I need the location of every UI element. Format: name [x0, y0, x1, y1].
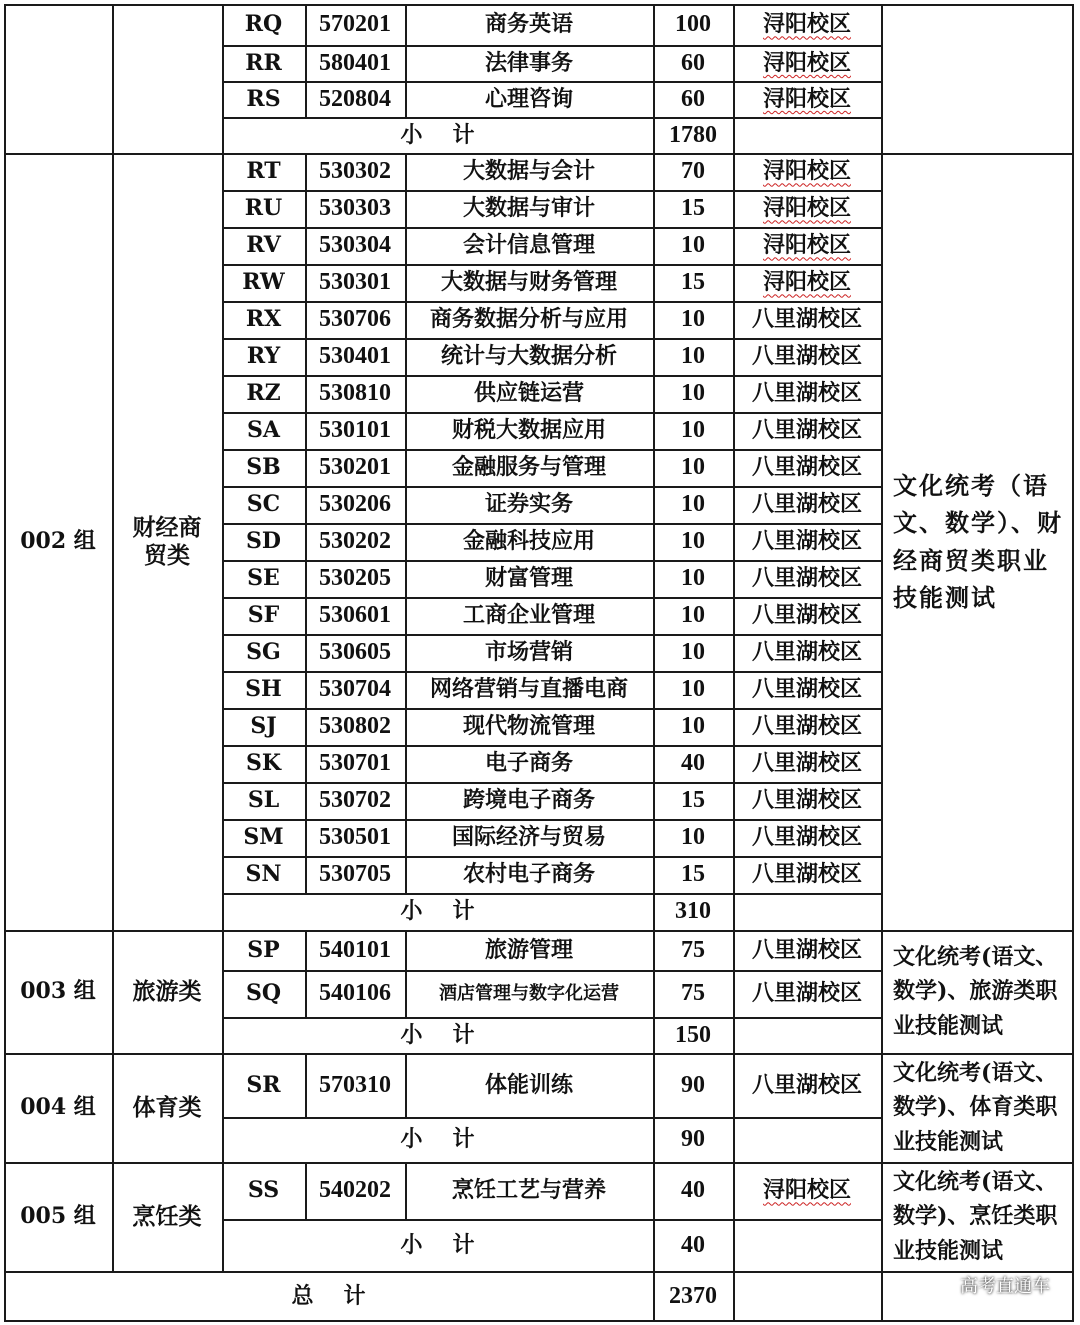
- table-rule: [733, 227, 735, 264]
- campus-name: 浔阳校区: [762, 11, 851, 38]
- major-code: 530701: [319, 750, 391, 777]
- table-rule: [405, 560, 407, 597]
- campus-name: 浔阳校区: [762, 1177, 851, 1204]
- table-rule: [405, 819, 407, 856]
- table-rule: [405, 4, 407, 45]
- table-rule: [305, 153, 307, 190]
- category-label: 旅游类: [132, 977, 202, 1005]
- major-code: 530501: [319, 824, 391, 851]
- enrollment-count: 60: [681, 49, 705, 76]
- table-rule: [733, 1219, 735, 1271]
- subtotal-value: 1780: [669, 121, 717, 148]
- enrollment-count: 10: [681, 417, 705, 444]
- table-rule: [405, 856, 407, 893]
- campus-name: 八里湖校区: [751, 343, 862, 370]
- table-rule: [305, 708, 307, 745]
- major-code-letter: SA: [247, 417, 280, 444]
- table-rule: [305, 597, 307, 634]
- table-rule: [305, 227, 307, 264]
- table-rule: [653, 782, 655, 819]
- table-rule: [305, 560, 307, 597]
- major-code: 530802: [319, 713, 391, 740]
- major-code: 530303: [319, 195, 391, 222]
- table-rule: [653, 1219, 655, 1271]
- table-rule: [653, 856, 655, 893]
- major-code: 530301: [319, 269, 391, 296]
- table-rule: [733, 375, 735, 412]
- table-rule: [733, 1017, 735, 1053]
- major-code: 520804: [319, 85, 391, 112]
- enrollment-count: 10: [681, 528, 705, 555]
- major-code: 540101: [319, 936, 391, 963]
- table-rule: [305, 782, 307, 819]
- table-rule: [733, 338, 735, 375]
- major-name: 商务英语: [484, 11, 573, 38]
- table-rule: [653, 745, 655, 782]
- enrollment-count: 10: [681, 713, 705, 740]
- table-rule: [305, 45, 307, 81]
- major-code: 530702: [319, 787, 391, 814]
- campus-name: 浔阳校区: [762, 232, 851, 259]
- enrollment-count: 15: [681, 861, 705, 888]
- major-code-letter: SK: [245, 750, 281, 777]
- group-label: 004 组: [20, 1094, 96, 1121]
- table-rule: [733, 970, 735, 1017]
- table-rule: [653, 301, 655, 338]
- table-rule: [733, 1117, 735, 1162]
- table-rule: [305, 671, 307, 708]
- table-rule: [653, 81, 655, 117]
- table-rule: [405, 782, 407, 819]
- table-rule: [733, 893, 735, 930]
- enrollment-count: 70: [681, 158, 705, 185]
- table-rule: [881, 930, 883, 1053]
- campus-name: 八里湖校区: [751, 528, 862, 555]
- category-label: 财经商贸类: [132, 513, 202, 569]
- campus-name: 浔阳校区: [762, 85, 851, 112]
- major-code: 540202: [319, 1177, 391, 1204]
- major-code-letter: SC: [246, 491, 281, 518]
- campus-name: 浔阳校区: [762, 195, 851, 222]
- table-rule: [305, 190, 307, 227]
- table-rule: [653, 375, 655, 412]
- table-rule: [653, 1162, 655, 1219]
- enrollment-count: 15: [681, 787, 705, 814]
- table-rule: [405, 264, 407, 301]
- table-rule: [405, 708, 407, 745]
- table-rule: [653, 930, 655, 970]
- table-rule: [405, 523, 407, 560]
- major-code: 530206: [319, 491, 391, 518]
- enrollment-count: 40: [681, 750, 705, 777]
- campus-name: 八里湖校区: [751, 602, 862, 629]
- major-code: 540106: [319, 980, 391, 1007]
- major-name: 法律事务: [484, 49, 573, 76]
- table-rule: [881, 1271, 883, 1321]
- table-rule: [653, 597, 655, 634]
- category-label: [112, 4, 222, 153]
- major-name: 大数据与会计: [462, 158, 595, 185]
- table-rule: [112, 4, 114, 153]
- table-rule: [653, 264, 655, 301]
- table-rule: [653, 1017, 655, 1053]
- major-name: 统计与大数据分析: [440, 343, 617, 370]
- campus-name: 八里湖校区: [751, 713, 862, 740]
- campus-name: 八里湖校区: [751, 980, 862, 1007]
- major-name: 农村电子商务: [462, 861, 595, 888]
- table-rule: [112, 930, 114, 1053]
- table-rule: [881, 4, 883, 153]
- table-rule: [405, 1162, 407, 1219]
- table-rule: [733, 449, 735, 486]
- table-rule: [405, 81, 407, 117]
- table-rule: [733, 153, 735, 190]
- table-rule: [405, 634, 407, 671]
- major-code: 570201: [319, 11, 391, 38]
- table-rule: [653, 1117, 655, 1162]
- table-rule: [881, 1162, 883, 1271]
- table-rule: [305, 375, 307, 412]
- enrollment-count: 90: [681, 1071, 705, 1098]
- table-rule: [733, 81, 735, 117]
- major-name: 金融服务与管理: [451, 454, 606, 481]
- table-rule: [305, 81, 307, 117]
- table-rule: [733, 486, 735, 523]
- table-rule: [733, 560, 735, 597]
- campus-name: 八里湖校区: [751, 824, 862, 851]
- major-name: 财税大数据应用: [451, 417, 606, 444]
- table-rule: [405, 597, 407, 634]
- table-rule: [653, 560, 655, 597]
- table-rule: [305, 930, 307, 970]
- table-rule: [653, 1053, 655, 1117]
- major-name: 财富管理: [484, 565, 573, 592]
- enrollment-count: 15: [681, 269, 705, 296]
- table-rule: [653, 486, 655, 523]
- table-rule: [305, 1162, 307, 1219]
- major-code: 530706: [319, 306, 391, 333]
- major-code-letter: SQ: [245, 980, 282, 1007]
- campus-name: 八里湖校区: [751, 417, 862, 444]
- campus-name: 八里湖校区: [751, 861, 862, 888]
- enrollment-count: 40: [681, 1177, 705, 1204]
- major-code-letter: SM: [243, 824, 284, 851]
- table-rule: [733, 190, 735, 227]
- table-rule: [881, 153, 883, 930]
- table-rule: [653, 523, 655, 560]
- campus-name: 八里湖校区: [751, 676, 862, 703]
- major-name: 金融科技应用: [462, 528, 595, 555]
- enrollment-count: 75: [681, 980, 705, 1007]
- table-rule: [405, 45, 407, 81]
- table-rule: [305, 301, 307, 338]
- table-rule: [733, 597, 735, 634]
- major-name: 体能训练: [484, 1071, 573, 1098]
- table-rule: [653, 671, 655, 708]
- major-code-letter: RT: [246, 158, 281, 185]
- subtotal-value: 310: [675, 898, 711, 925]
- table-rule: [733, 301, 735, 338]
- major-name: 大数据与财务管理: [440, 269, 617, 296]
- table-rule: [112, 1053, 114, 1162]
- table-rule: [653, 190, 655, 227]
- major-code-letter: SL: [247, 787, 280, 814]
- table-rule: [733, 1271, 735, 1321]
- table-rule: [653, 634, 655, 671]
- table-rule: [733, 264, 735, 301]
- table-rule: [653, 708, 655, 745]
- table-rule: [305, 745, 307, 782]
- major-name: 大数据与审计: [462, 195, 595, 222]
- major-name: 网络营销与直播电商: [429, 676, 628, 703]
- table-rule: [305, 819, 307, 856]
- enrollment-count: 10: [681, 824, 705, 851]
- exam-requirement: 文化统考(语文、数学)、旅游类职业技能测试: [893, 944, 1058, 1039]
- campus-name: 八里湖校区: [751, 750, 862, 777]
- table-rule: [653, 227, 655, 264]
- enrollment-count: 10: [681, 380, 705, 407]
- campus-name: 浔阳校区: [762, 158, 851, 185]
- major-name: 酒店管理与数字化运营: [439, 982, 619, 1004]
- subtotal-label: 小计: [400, 1021, 505, 1048]
- major-name: 跨境电子商务: [462, 787, 595, 814]
- major-name: 市场营销: [484, 639, 573, 666]
- major-code: 530810: [319, 380, 391, 407]
- major-code-letter: SB: [246, 454, 281, 481]
- table-rule: [733, 782, 735, 819]
- major-code: 530205: [319, 565, 391, 592]
- table-rule: [881, 1053, 883, 1162]
- table-rule: [112, 153, 114, 930]
- table-rule: [405, 338, 407, 375]
- campus-name: 八里湖校区: [751, 380, 862, 407]
- major-name: 会计信息管理: [462, 232, 595, 259]
- table-rule: [405, 745, 407, 782]
- campus-name: 八里湖校区: [751, 491, 862, 518]
- campus-name: 八里湖校区: [751, 1071, 862, 1098]
- major-name: 烹饪工艺与营养: [451, 1177, 606, 1204]
- table-rule: [405, 190, 407, 227]
- table-rule: [405, 930, 407, 970]
- table-rule: [653, 153, 655, 190]
- campus-name: 八里湖校区: [751, 306, 862, 333]
- table-rule: [405, 970, 407, 1017]
- subtotal-value: 150: [675, 1021, 711, 1048]
- major-code: 530101: [319, 417, 391, 444]
- campus-name: 八里湖校区: [751, 936, 862, 963]
- table-rule: [653, 117, 655, 153]
- major-code-letter: RR: [245, 49, 282, 76]
- major-code-letter: SE: [247, 565, 280, 592]
- table-rule: [405, 301, 407, 338]
- enrollment-count: 10: [681, 602, 705, 629]
- enrollment-count: 10: [681, 676, 705, 703]
- table-rule: [305, 856, 307, 893]
- subtotal-value: 90: [681, 1126, 705, 1153]
- subtotal-label: 小计: [400, 121, 505, 148]
- table-rule: [305, 412, 307, 449]
- table-rule: [305, 264, 307, 301]
- table-rule: [733, 856, 735, 893]
- major-code-letter: SS: [247, 1177, 280, 1204]
- table-rule: [733, 708, 735, 745]
- table-rule: [733, 117, 735, 153]
- major-code-letter: SP: [247, 936, 280, 963]
- table-rule: [733, 745, 735, 782]
- subtotal-label: 小计: [400, 1231, 505, 1258]
- major-name: 现代物流管理: [462, 713, 595, 740]
- campus-name: 浔阳校区: [762, 49, 851, 76]
- subtotal-label: 小计: [400, 898, 505, 925]
- table-rule: [733, 523, 735, 560]
- table-rule: [305, 523, 307, 560]
- table-rule: [405, 449, 407, 486]
- table-rule: [305, 449, 307, 486]
- group-label: 003 组: [20, 978, 96, 1005]
- table-rule: [733, 819, 735, 856]
- enrollment-count: 10: [681, 639, 705, 666]
- major-name: 旅游管理: [484, 936, 573, 963]
- major-code: 530304: [319, 232, 391, 259]
- major-code: 570310: [319, 1071, 391, 1098]
- campus-name: 八里湖校区: [751, 639, 862, 666]
- category-label: 体育类: [132, 1093, 202, 1121]
- major-name: 商务数据分析与应用: [429, 306, 628, 333]
- enrollment-count: 60: [681, 85, 705, 112]
- major-name: 心理咨询: [484, 85, 573, 112]
- table-rule: [405, 671, 407, 708]
- table-rule: [733, 671, 735, 708]
- table-rule: [653, 893, 655, 930]
- exam-requirement: 文化统考(语文、数学)、烹饪类职业技能测试: [893, 1169, 1058, 1264]
- table-rule: [405, 375, 407, 412]
- table-rule: [733, 1162, 735, 1219]
- enrollment-count: 100: [675, 11, 711, 38]
- table-rule: [405, 153, 407, 190]
- table-rule: [112, 1162, 114, 1271]
- table-rule: [305, 634, 307, 671]
- major-code-letter: RX: [245, 306, 282, 333]
- major-code-letter: SR: [246, 1071, 281, 1098]
- table-rule: [405, 227, 407, 264]
- watermark-text: 高考直通车: [960, 1276, 1050, 1297]
- major-code: 530704: [319, 676, 391, 703]
- enrollment-count: 10: [681, 306, 705, 333]
- major-code: 530201: [319, 454, 391, 481]
- total-value: 2370: [669, 1282, 717, 1309]
- total-label: 总计: [291, 1282, 396, 1309]
- major-code-letter: RV: [246, 232, 281, 259]
- major-name: 电子商务: [484, 750, 573, 777]
- major-name: 国际经济与贸易: [451, 824, 606, 851]
- table-rule: [653, 45, 655, 81]
- enrollment-count: 75: [681, 936, 705, 963]
- table-rule: [653, 338, 655, 375]
- table-rule: [305, 1053, 307, 1117]
- exam-requirement: 文化统考（语文、数学）、财经商贸类职业技能测试: [893, 471, 1063, 612]
- category-label: 烹饪类: [132, 1202, 202, 1230]
- major-code-letter: RU: [244, 195, 283, 222]
- table-rule: [653, 1271, 655, 1321]
- table-rule: [733, 930, 735, 970]
- enrollment-count: 15: [681, 195, 705, 222]
- major-code-letter: RQ: [244, 11, 283, 38]
- table-rule: [733, 4, 735, 45]
- table-rule: [733, 45, 735, 81]
- exam-requirement: [881, 4, 1074, 153]
- table-rule: [653, 970, 655, 1017]
- major-code: 530302: [319, 158, 391, 185]
- campus-name: 八里湖校区: [751, 454, 862, 481]
- subtotal-label: 小计: [400, 1126, 505, 1153]
- enrollment-count: 10: [681, 343, 705, 370]
- table-rule: [305, 4, 307, 45]
- major-code-letter: RS: [246, 85, 281, 112]
- major-name: 证券实务: [484, 491, 573, 518]
- table-rule: [405, 486, 407, 523]
- group-label: [4, 4, 112, 153]
- enrollment-count: 10: [681, 565, 705, 592]
- group-label: 002 组: [20, 528, 96, 555]
- exam-requirement: 文化统考(语文、数学)、体育类职业技能测试: [893, 1060, 1058, 1155]
- enrollment-count: 10: [681, 454, 705, 481]
- major-code: 530705: [319, 861, 391, 888]
- major-code-letter: SH: [245, 676, 282, 703]
- enrollment-count: 10: [681, 232, 705, 259]
- campus-name: 八里湖校区: [751, 787, 862, 814]
- major-code-letter: SG: [246, 639, 281, 666]
- table-rule: [733, 412, 735, 449]
- table-rule: [733, 634, 735, 671]
- table-rule: [653, 449, 655, 486]
- major-code: 530605: [319, 639, 391, 666]
- enrollment-count: 10: [681, 491, 705, 518]
- major-code-letter: RY: [246, 343, 281, 370]
- campus-name: 浔阳校区: [762, 269, 851, 296]
- major-code-letter: SD: [246, 528, 281, 555]
- major-name: 供应链运营: [473, 380, 584, 407]
- table-rule: [405, 412, 407, 449]
- table-rule: [653, 4, 655, 45]
- major-code-letter: RZ: [246, 380, 281, 407]
- table-rule: [733, 1053, 735, 1117]
- table-rule: [653, 819, 655, 856]
- major-code: 530401: [319, 343, 391, 370]
- campus-name: 八里湖校区: [751, 565, 862, 592]
- major-code-letter: RW: [242, 269, 285, 296]
- major-code-letter: SJ: [250, 713, 277, 740]
- major-code-letter: SN: [245, 861, 282, 888]
- table-rule: [405, 1053, 407, 1117]
- table-rule: [305, 486, 307, 523]
- major-code: 580401: [319, 49, 391, 76]
- major-name: 工商企业管理: [462, 602, 595, 629]
- subtotal-value: 40: [681, 1231, 705, 1258]
- major-code: 530601: [319, 602, 391, 629]
- group-label: 005 组: [20, 1203, 96, 1230]
- major-code: 530202: [319, 528, 391, 555]
- major-code-letter: SF: [247, 602, 280, 629]
- table-rule: [305, 338, 307, 375]
- table-rule: [653, 412, 655, 449]
- table-rule: [305, 970, 307, 1017]
